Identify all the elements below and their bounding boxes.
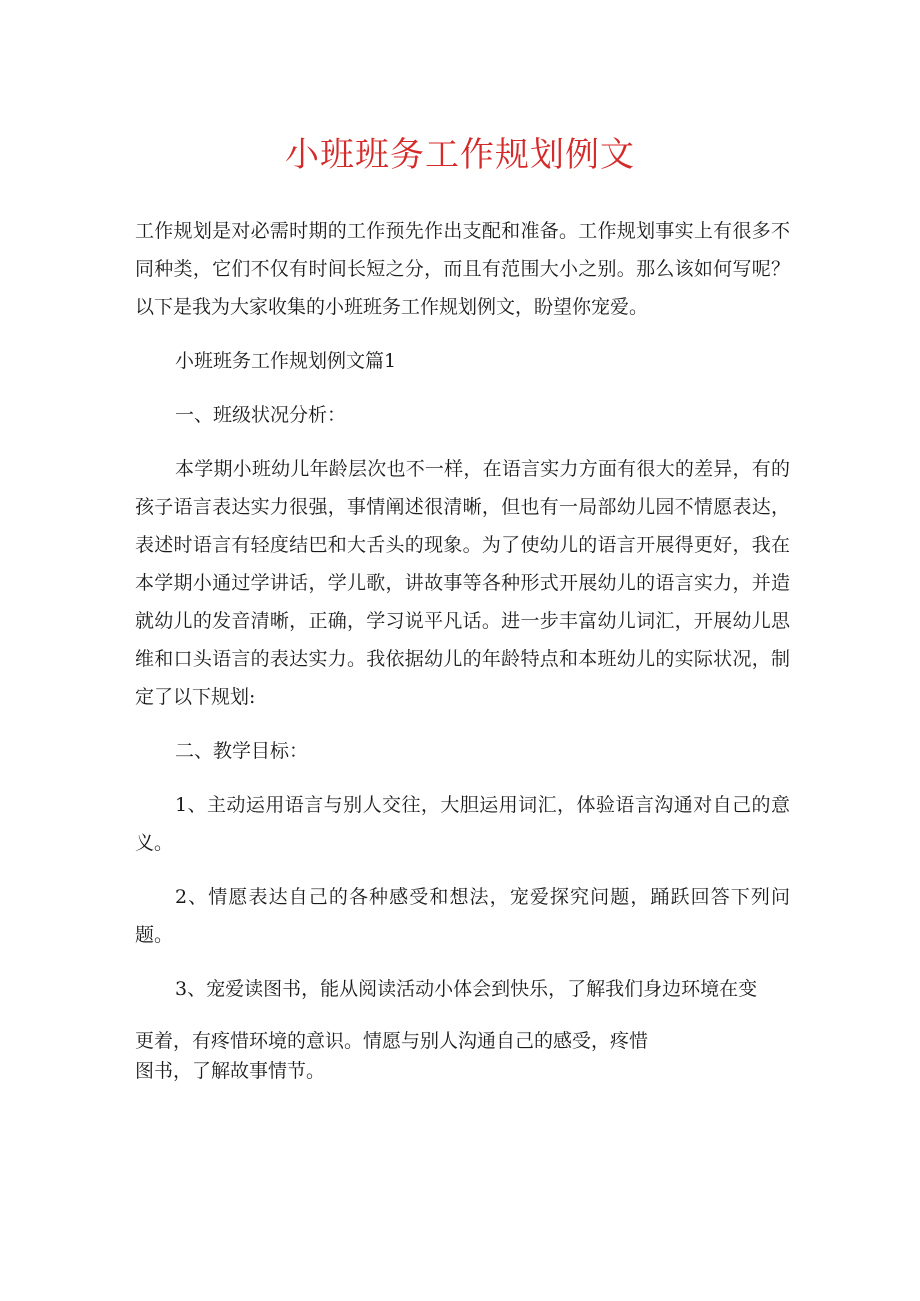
- goal-item-3-line-2: 更着，有疼惜环境的意识。情愿与别人沟通自己的感受，疼惜: [135, 1030, 649, 1052]
- intro-paragraph: 工作规划是对必需时期的工作预先作出支配和准备。工作规划事实上有很多不同种类，它们不仅有时间长短之分，而且有范围大小之别。那么该如何写呢？以下是我为大家收集的小班班务工作规划例文，盼望你宠爱。: [135, 220, 790, 318]
- goal-item-3: [135, 970, 790, 1086]
- goal-item-1: 1、主动运用语言与别人交往，大胆运用词汇，体验语言沟通对自己的意义。: [135, 794, 790, 854]
- goal-item-2: 2、情愿表达自己的各种感受和想法，宠爱探究问题，踊跃回答下列问题。: [135, 886, 790, 946]
- document-title: 小班班务工作规划例文: [285, 135, 635, 175]
- goal-item-3-line-3: 图书，了解故事情节。: [135, 1060, 326, 1082]
- section-title: 小班班务工作规划例文篇1: [175, 350, 397, 372]
- analysis-paragraph: 本学期小班幼儿年龄层次也不一样，在语言实力方面有很大的差异，有的孩子语言表达实力很强，事情阐述很清晰，但也有一局部幼儿园不情愿表达，表述时语言有轻度结巴和大舌头的现象。为了使幼儿的语言开展得更好，我在本学期小通过学讲话，学儿歌，讲故事等各种形式开展幼儿的语言实力，并造就幼儿的发音清晰，正确，学习说平凡话。进一步丰富幼儿词汇，开展幼儿思维和口头语言的表达实力。我依据幼儿的年龄特点和本班幼儿的实际状况，制定了以下规划:: [135, 458, 790, 708]
- heading-teaching-goals: 二、教学目标：: [175, 740, 309, 762]
- goal-item-3-line-1: 3、宠爱读图书，能从阅读活动小体会到快乐，了解我们身边环境在变: [175, 978, 758, 1000]
- heading-class-analysis: 一、班级状况分析：: [175, 404, 347, 426]
- document-body: [135, 212, 790, 1086]
